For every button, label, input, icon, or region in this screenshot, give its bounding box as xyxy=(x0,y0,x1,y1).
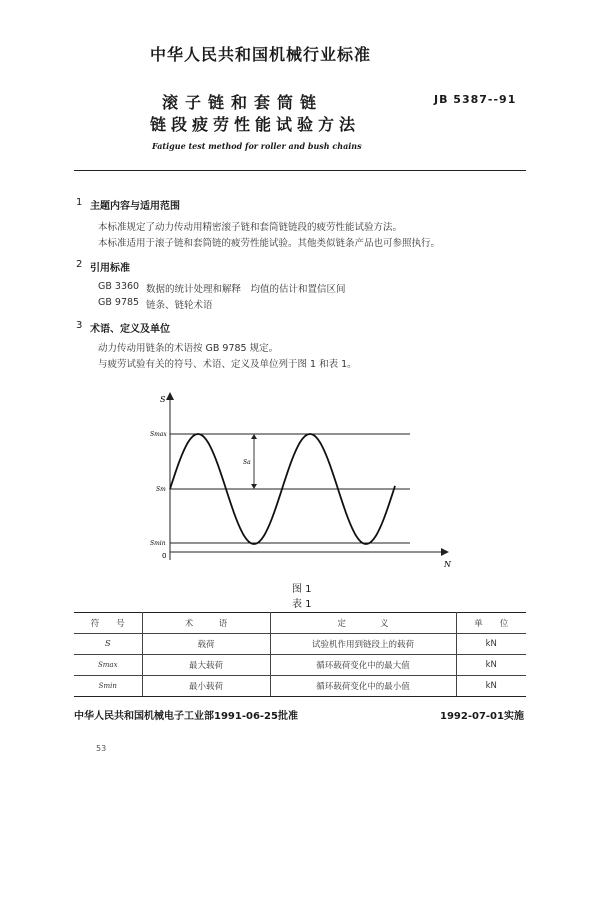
table-row xyxy=(74,634,526,655)
symbol-table xyxy=(74,612,526,697)
figure-caption: 图 1 xyxy=(292,584,312,595)
reference-name-2: 链条、链轮术语 xyxy=(146,300,213,311)
section-3-line-2: 与疲劳试验有关的符号、术语、定义及单位列于图 1 和表 1。 xyxy=(98,359,357,370)
table-row xyxy=(74,676,526,697)
section-2-number: 2 xyxy=(76,259,83,270)
cell-definition: 循环载荷变化中的最小值 xyxy=(270,676,456,697)
section-3-line-1: 动力传动用链条的术语按 GB 9785 规定。 xyxy=(98,343,279,354)
header-divider xyxy=(74,170,526,171)
smin-label: Smin xyxy=(150,540,166,547)
cell-unit: kN xyxy=(456,655,526,676)
section-1-line-1: 本标准规定了动力传动用精密滚子链和套筒链链段的疲劳性能试验方法。 xyxy=(98,222,403,233)
cell-definition: 循环载荷变化中的最大值 xyxy=(270,655,456,676)
approval-statement: 中华人民共和国机械电子工业部1991-06-25批准 xyxy=(74,711,298,722)
cell-term: 载荷 xyxy=(142,634,270,655)
cell-symbol: Smax xyxy=(74,655,142,676)
cell-term: 最小载荷 xyxy=(142,676,270,697)
sa-label: Sa xyxy=(243,459,251,466)
smax-label: Smax xyxy=(150,431,167,438)
header-term: 术 语 xyxy=(142,613,270,634)
title-line-2: 链段疲劳性能试验方法 xyxy=(150,115,361,134)
english-title: Fatigue test method for roller and bush chains xyxy=(152,141,362,151)
load-cycle-diagram xyxy=(150,390,460,575)
page-number: 53 xyxy=(96,744,107,753)
section-3-number: 3 xyxy=(76,320,83,331)
reference-code-1: GB 3360 xyxy=(98,281,140,292)
section-1-number: 1 xyxy=(76,197,83,208)
header-definition: 定 义 xyxy=(270,613,456,634)
y-axis-label: S xyxy=(160,395,166,404)
table-row xyxy=(74,655,526,676)
section-3-title: 术语、定义及单位 xyxy=(90,324,170,335)
cell-unit: kN xyxy=(456,676,526,697)
header-unit: 单 位 xyxy=(456,613,526,634)
cell-definition: 试验机作用到链段上的载荷 xyxy=(270,634,456,655)
cell-unit: kN xyxy=(456,634,526,655)
standard-number: JB 5387--91 xyxy=(434,93,517,106)
reference-name-1: 数据的统计处理和解释 均值的估计和置信区间 xyxy=(146,284,346,295)
x-axis-label: N xyxy=(444,560,451,569)
section-1-title: 主题内容与适用范围 xyxy=(90,201,180,212)
origin-label: 0 xyxy=(162,552,167,560)
sm-label: Sm xyxy=(156,486,166,493)
section-1-line-2: 本标准适用于滚子链和套筒链的疲劳性能试验。其他类似链条产品也可参照执行。 xyxy=(98,238,441,249)
title-line-1: 滚子链和套筒链 xyxy=(162,93,324,112)
cell-symbol: Smin xyxy=(74,676,142,697)
table-caption: 表 1 xyxy=(292,599,312,610)
section-2-title: 引用标准 xyxy=(90,263,130,274)
standard-organization: 中华人民共和国机械行业标准 xyxy=(150,45,372,64)
cell-term: 最大载荷 xyxy=(142,655,270,676)
cell-symbol: S xyxy=(74,634,142,655)
reference-code-2: GB 9785 xyxy=(98,297,140,308)
table-header-row xyxy=(74,613,526,634)
implementation-date: 1992-07-01实施 xyxy=(440,711,524,722)
header-symbol: 符 号 xyxy=(74,613,142,634)
